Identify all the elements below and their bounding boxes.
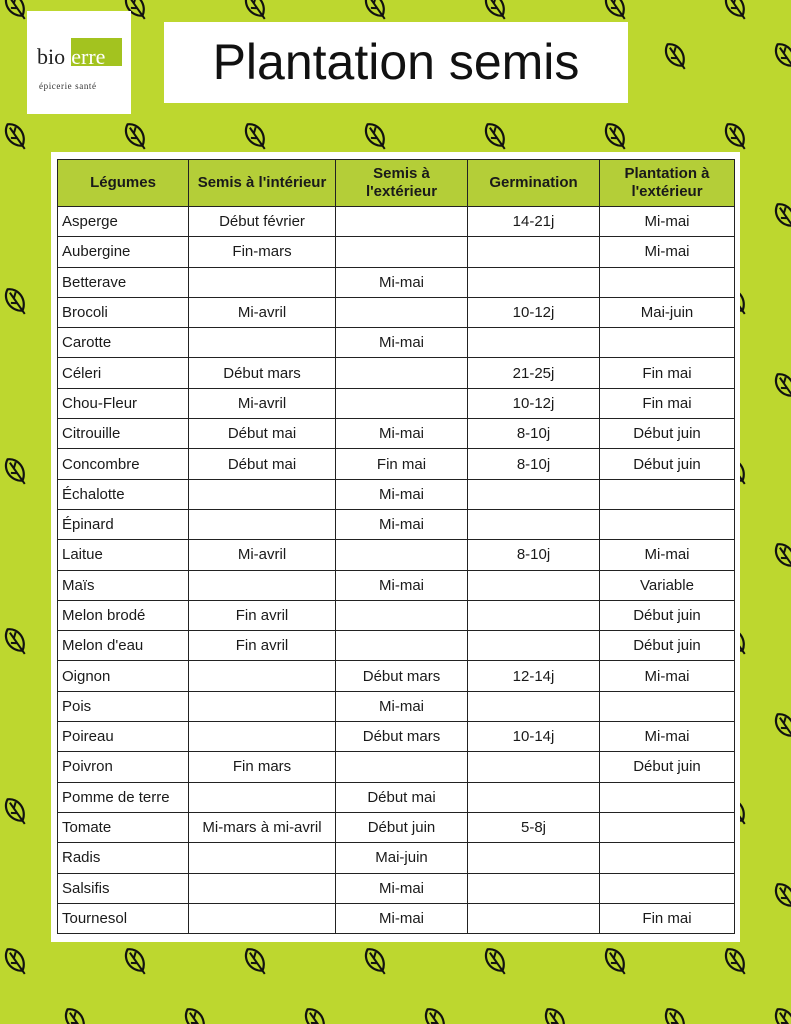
vegetable-cell: Laitue [58,540,189,570]
leaf-icon [121,120,150,153]
outdoor-sowing-cell: Mai-juin [336,843,468,873]
germination-cell: 21-25j [468,358,600,388]
indoor-sowing-cell: Début mars [189,358,336,388]
outdoor-sowing-cell [336,600,468,630]
table-header [58,160,735,207]
indoor-sowing-cell: Début mai [189,449,336,479]
outdoor-sowing-cell [336,540,468,570]
germination-cell [468,479,600,509]
header-vegetables: Légumes [58,160,189,207]
logo-word-bio: bio [37,44,66,69]
logo-wordmark [37,45,105,69]
table-row [58,449,735,479]
table-row [58,782,735,812]
table-row [58,540,735,570]
outdoor-sowing-cell [336,207,468,237]
germination-cell [468,691,600,721]
leaf-icon [1,455,30,488]
outdoor-planting-cell: Variable [600,570,735,600]
table-row [58,237,735,267]
outdoor-planting-cell: Mi-mai [600,207,735,237]
germination-cell: 8-10j [468,419,600,449]
logo-dot [97,31,100,34]
outdoor-sowing-cell: Début mars [336,661,468,691]
indoor-sowing-cell [189,509,336,539]
indoor-sowing-cell [189,661,336,691]
table-row [58,600,735,630]
indoor-sowing-cell: Fin mars [189,752,336,782]
vegetable-cell: Brocoli [58,297,189,327]
leaf-icon [241,945,270,978]
table-row [58,509,735,539]
outdoor-planting-cell [600,812,735,842]
table-row [58,419,735,449]
outdoor-planting-cell: Début juin [600,752,735,782]
outdoor-sowing-cell: Mi-mai [336,691,468,721]
leaf-icon [481,120,510,153]
outdoor-planting-cell: Début juin [600,600,735,630]
leaf-icon [421,1005,450,1024]
table-body [58,207,735,934]
germination-cell [468,267,600,297]
leaf-icon [241,120,270,153]
leaf-icon [601,0,630,23]
outdoor-planting-cell [600,843,735,873]
table-row [58,752,735,782]
vegetable-cell: Chou-Fleur [58,388,189,418]
leaf-icon [601,945,630,978]
vegetable-cell: Carotte [58,328,189,358]
outdoor-planting-cell: Mi-mai [600,237,735,267]
vegetable-cell: Tomate [58,812,189,842]
bioterre-logo [27,11,131,114]
germination-cell [468,600,600,630]
indoor-sowing-cell [189,782,336,812]
indoor-sowing-cell: Fin-mars [189,237,336,267]
indoor-sowing-cell: Mi-avril [189,540,336,570]
vegetable-cell: Aubergine [58,237,189,267]
leaf-icon [771,710,791,743]
outdoor-planting-cell: Fin mai [600,388,735,418]
outdoor-planting-cell: Début juin [600,419,735,449]
vegetable-cell: Maïs [58,570,189,600]
leaf-icon [661,1005,690,1024]
leaf-icon [361,120,390,153]
leaf-icon [361,945,390,978]
outdoor-sowing-cell: Mi-mai [336,328,468,358]
leaf-icon [661,40,690,73]
table-row [58,873,735,903]
table-row [58,207,735,237]
germination-cell: 10-14j [468,722,600,752]
leaf-icon [61,1005,90,1024]
vegetable-cell: Tournesol [58,903,189,933]
indoor-sowing-cell [189,873,336,903]
outdoor-planting-cell [600,328,735,358]
table-row [58,722,735,752]
vegetable-cell: Céleri [58,358,189,388]
indoor-sowing-cell: Début février [189,207,336,237]
outdoor-sowing-cell: Mi-mai [336,479,468,509]
outdoor-sowing-cell [336,631,468,661]
leaf-icon [541,1005,570,1024]
leaf-icon [721,945,750,978]
leaf-icon [1,945,30,978]
germination-cell [468,631,600,661]
leaf-icon [721,120,750,153]
outdoor-sowing-cell [336,388,468,418]
outdoor-sowing-cell: Mi-mai [336,267,468,297]
leaf-icon [361,0,390,23]
indoor-sowing-cell: Fin avril [189,600,336,630]
germination-cell: 8-10j [468,540,600,570]
logo-dot [119,25,122,28]
outdoor-planting-cell [600,873,735,903]
germination-cell: 8-10j [468,449,600,479]
header-outdoor-sowing: Semis à l'extérieur [336,160,468,207]
header-indoor-sowing: Semis à l'intérieur [189,160,336,207]
table-frame [51,152,740,942]
outdoor-sowing-cell: Mi-mai [336,903,468,933]
leaf-icon [601,120,630,153]
indoor-sowing-cell [189,691,336,721]
outdoor-planting-cell [600,479,735,509]
sowing-table [57,159,735,934]
table-row [58,358,735,388]
leaf-icon [1,285,30,318]
outdoor-planting-cell [600,691,735,721]
vegetable-cell: Concombre [58,449,189,479]
leaf-icon [771,880,791,913]
table-row [58,631,735,661]
table-row [58,903,735,933]
outdoor-planting-cell: Début juin [600,631,735,661]
logo-dot [107,27,110,30]
outdoor-planting-cell: Fin mai [600,903,735,933]
outdoor-planting-cell [600,509,735,539]
outdoor-sowing-cell: Fin mai [336,449,468,479]
outdoor-sowing-cell [336,358,468,388]
leaf-icon [301,1005,330,1024]
germination-cell: 5-8j [468,812,600,842]
outdoor-sowing-cell [336,297,468,327]
outdoor-planting-cell: Mi-mai [600,661,735,691]
outdoor-sowing-cell: Mi-mai [336,509,468,539]
outdoor-sowing-cell: Début juin [336,812,468,842]
germination-cell [468,509,600,539]
leaf-icon [1,625,30,658]
table-row [58,661,735,691]
table-row [58,843,735,873]
vegetable-cell: Melon brodé [58,600,189,630]
germination-cell [468,873,600,903]
outdoor-sowing-cell: Mi-mai [336,570,468,600]
leaf-icon [771,200,791,233]
header-germination: Germination [468,160,600,207]
leaf-icon [1,120,30,153]
leaf-icon [1,795,30,828]
indoor-sowing-cell [189,479,336,509]
logo-tagline: épicerie santé [39,81,97,91]
logo-dot [115,33,118,36]
table-row [58,691,735,721]
vegetable-cell: Pomme de terre [58,782,189,812]
germination-cell: 14-21j [468,207,600,237]
leaf-icon [771,40,791,73]
outdoor-planting-cell [600,267,735,297]
germination-cell: 12-14j [468,661,600,691]
indoor-sowing-cell [189,267,336,297]
vegetable-cell: Pois [58,691,189,721]
germination-cell: 10-12j [468,388,600,418]
germination-cell [468,903,600,933]
germination-cell [468,237,600,267]
indoor-sowing-cell: Début mai [189,419,336,449]
vegetable-cell: Salsifis [58,873,189,903]
germination-cell [468,782,600,812]
outdoor-planting-cell: Mi-mai [600,722,735,752]
table-row [58,812,735,842]
germination-cell [468,843,600,873]
vegetable-cell: Betterave [58,267,189,297]
title-banner [164,22,628,103]
indoor-sowing-cell [189,328,336,358]
page-title: Plantation semis [212,34,580,90]
vegetable-cell: Asperge [58,207,189,237]
vegetable-cell: Radis [58,843,189,873]
vegetable-cell: Oignon [58,661,189,691]
germination-cell: 10-12j [468,297,600,327]
vegetable-cell: Échalotte [58,479,189,509]
outdoor-planting-cell: Début juin [600,449,735,479]
indoor-sowing-cell: Mi-mars à mi-avril [189,812,336,842]
leaf-icon [181,1005,210,1024]
outdoor-planting-cell: Mai-juin [600,297,735,327]
vegetable-cell: Poivron [58,752,189,782]
vegetable-cell: Poireau [58,722,189,752]
indoor-sowing-cell: Mi-avril [189,297,336,327]
outdoor-sowing-cell: Mi-mai [336,419,468,449]
outdoor-planting-cell: Mi-mai [600,540,735,570]
germination-cell [468,570,600,600]
vegetable-cell: Melon d'eau [58,631,189,661]
indoor-sowing-cell [189,570,336,600]
vegetable-cell: Citrouille [58,419,189,449]
indoor-sowing-cell: Fin avril [189,631,336,661]
indoor-sowing-cell [189,843,336,873]
outdoor-planting-cell: Fin mai [600,358,735,388]
germination-cell [468,328,600,358]
table-row [58,479,735,509]
outdoor-sowing-cell: Début mai [336,782,468,812]
leaf-icon [771,370,791,403]
logo-word-terre: terre [65,44,106,69]
outdoor-planting-cell [600,782,735,812]
indoor-sowing-cell: Mi-avril [189,388,336,418]
table-row [58,388,735,418]
table-row [58,297,735,327]
leaf-icon [771,1005,791,1024]
leaf-icon [121,945,150,978]
outdoor-sowing-cell: Mi-mai [336,873,468,903]
logo-dot [103,35,106,38]
leaf-icon [771,540,791,573]
outdoor-sowing-cell [336,237,468,267]
outdoor-sowing-cell [336,752,468,782]
header-outdoor-planting: Plantation à l'extérieur [600,160,735,207]
indoor-sowing-cell [189,903,336,933]
germination-cell [468,752,600,782]
leaf-icon [241,0,270,23]
outdoor-sowing-cell: Début mars [336,722,468,752]
leaf-icon [481,945,510,978]
table-row [58,570,735,600]
indoor-sowing-cell [189,722,336,752]
table-row [58,267,735,297]
table-row [58,328,735,358]
vegetable-cell: Épinard [58,509,189,539]
table-header-row [58,160,735,207]
leaf-icon [721,0,750,23]
leaf-icon [481,0,510,23]
